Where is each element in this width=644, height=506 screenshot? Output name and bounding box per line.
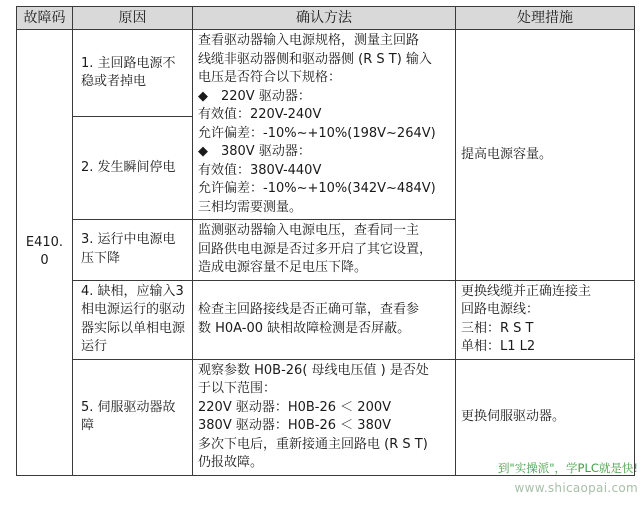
method-text: 多次下电后，重新接通主回路电 (R S T) <box>198 436 428 452</box>
cause-cell: 3. 运行中电源电压下降 <box>73 220 193 281</box>
method-text: 有效值：220V-240V <box>198 107 322 122</box>
cause-cell: 1. 主回路电源不稳或者掉电 <box>73 30 193 117</box>
method-text: 有效值：380V-440V <box>198 162 322 178</box>
method-text: 电压是否符合以下规格： <box>198 70 342 85</box>
fault-table <box>16 6 635 476</box>
header-cause: 原因 <box>73 7 193 30</box>
cause-cell: 2. 发生瞬间停电 <box>73 117 193 220</box>
table-row <box>17 30 635 117</box>
method-text: 允许偏差：-10%~+10%(198V~264V) <box>198 125 436 141</box>
method-cell <box>193 280 456 359</box>
method-text: 三相均需要测量。 <box>198 199 303 215</box>
header-confirm-method: 确认方法 <box>193 7 456 30</box>
measure-text: 回路电源线： <box>461 302 540 317</box>
method-text: 于以下范围： <box>198 381 277 396</box>
method-text: 回路供电电源是否过多开启了其它设置， <box>198 241 433 257</box>
method-text: 观察参数 H0B-26( 母线电压值 ) 是否处 <box>198 362 429 378</box>
method-text: 仍报故障。 <box>198 455 264 470</box>
measure-text: 提高电源容量。 <box>461 146 553 162</box>
watermark-url: www.shicaopai.com <box>514 481 638 495</box>
measure-cell <box>456 30 635 281</box>
method-text: 查看驱动器输入电源规格，测量主回路 <box>198 33 420 48</box>
measure-cell <box>456 280 635 359</box>
method-cell <box>193 359 456 475</box>
method-text: 监测驱动器输入电源电压，查看同一主 <box>198 223 420 238</box>
measure-text: 更换伺服驱动器。 <box>461 408 566 424</box>
watermark-slogan: 到"实操派"，学PLC就是快! <box>497 461 638 475</box>
measure-text: 更换线缆并正确连接主 <box>461 283 592 299</box>
method-text: 允许偏差：-10%~+10%(342V~484V) <box>198 181 436 196</box>
watermark <box>498 458 638 498</box>
method-text: 220V 驱动器：H0B-26 ＜ 200V <box>198 399 392 415</box>
table-row <box>17 280 635 359</box>
method-text: ◆ 380V 驱动器： <box>198 144 311 159</box>
method-cell <box>193 220 456 281</box>
fault-code-cell: E410.0 <box>17 30 73 476</box>
method-text: ◆ 220V 驱动器： <box>198 88 311 104</box>
method-text: 检查主回路接线是否正确可靠，查看参 <box>198 302 420 317</box>
cause-cell: 4. 缺相，应输入3 相电源运行的驱动器实际以单相电源运行 <box>73 280 193 359</box>
method-text: 造成电源容量不足电压下降。 <box>198 260 368 275</box>
method-text: 380V 驱动器：H0B-26 ＜ 380V <box>198 418 392 433</box>
method-text: 数 H0A-00 缺相故障检测是否屏蔽。 <box>198 320 411 336</box>
method-text: 线缆非驱动器侧和驱动器侧 (R S T) 输入 <box>198 51 432 67</box>
header-measure: 处理措施 <box>456 7 635 30</box>
table-header-row <box>17 7 635 30</box>
cause-cell: 5. 伺服驱动器故障 <box>73 359 193 475</box>
method-cell <box>193 30 456 220</box>
measure-text: 三相：R S T <box>461 320 534 336</box>
header-fault-code: 故障码 <box>17 7 73 30</box>
measure-text: 单相：L1 L2 <box>461 339 536 354</box>
